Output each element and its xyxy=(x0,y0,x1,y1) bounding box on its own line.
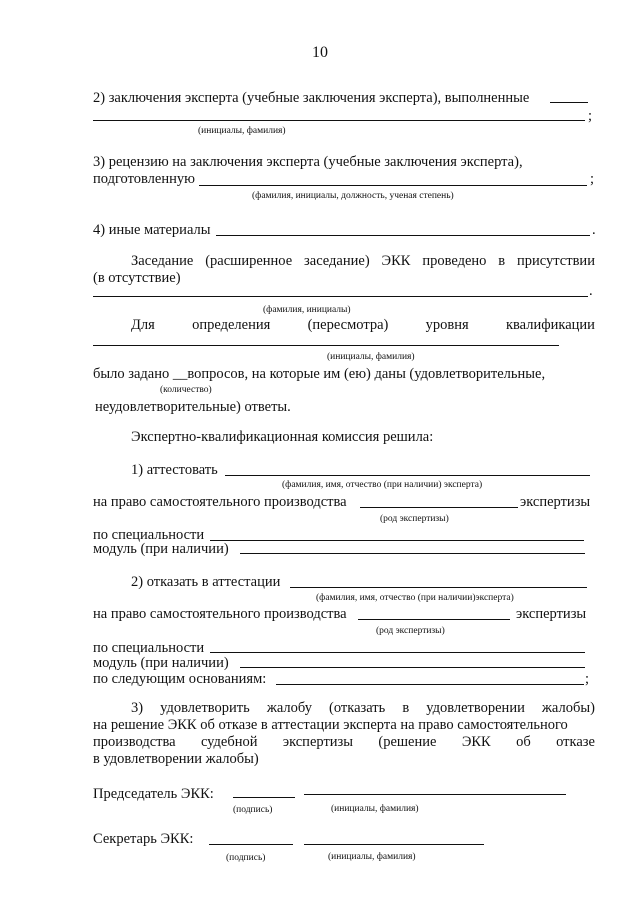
complaint-word: в xyxy=(402,700,410,716)
complaint-word: производства xyxy=(93,734,176,750)
complaint-word: удовлетворении xyxy=(426,700,525,716)
complaint-line2: на решение ЭКК об отказе в аттестации эксперта на право самостоятельного xyxy=(93,717,568,733)
meeting-word: ЭКК xyxy=(381,253,411,269)
refuse-expertise: экспертизы xyxy=(516,606,587,622)
complaint-word: (решение xyxy=(378,734,437,750)
meeting-word: присутствии xyxy=(517,253,595,269)
refuse-specialty-line[interactable] xyxy=(210,652,585,653)
complaint-word: (отказать xyxy=(329,700,386,716)
qualification-word: уровня xyxy=(425,317,469,333)
meeting-caption: (фамилия, инициалы) xyxy=(263,305,351,315)
secretary-sign-caption: (подпись) xyxy=(226,853,266,863)
attest-right-label: на право самостоятельного производства xyxy=(93,494,347,510)
meeting-word: Заседание xyxy=(131,253,194,269)
refuse-grounds-line[interactable] xyxy=(276,684,584,685)
secretary-label: Секретарь ЭКК: xyxy=(93,831,194,847)
meeting-word: (расширенное xyxy=(205,253,293,269)
attest-caption: (фамилия, имя, отчество (при наличии) эксперта) xyxy=(282,480,483,490)
qualification-word: квалификации xyxy=(505,317,595,333)
complaint-word: ЭКК xyxy=(461,734,491,750)
item2-semicolon: ; xyxy=(588,108,593,124)
meeting-word: заседание) xyxy=(304,253,370,269)
complaint-word: удовлетворить xyxy=(160,700,250,716)
item3-line2: подготовленную xyxy=(93,171,195,187)
attest-label: 1) аттестовать xyxy=(131,462,218,478)
refuse-label: 2) отказать в аттестации xyxy=(131,574,281,590)
complaint-word: об xyxy=(516,734,531,750)
complaint-line4: в удовлетворении жалобы) xyxy=(93,751,259,767)
item3-caption: (фамилия, инициалы, должность, ученая степень) xyxy=(252,191,454,201)
complaint-word: отказе xyxy=(556,734,595,750)
item4-text: 4) иные материалы xyxy=(93,222,211,238)
item2-text: 2) заключения эксперта (учебные заключения эксперта), выполненные xyxy=(93,90,530,106)
secretary-name-line[interactable] xyxy=(304,844,484,845)
page-number: 10 xyxy=(312,44,328,61)
questions-line1: было задано __вопросов, на которые им (ею) даны (удовлетворительные, xyxy=(93,366,546,382)
qualification-line xyxy=(131,317,595,334)
qualification-blank-line[interactable] xyxy=(93,345,559,346)
complaint-word: 3) xyxy=(131,700,144,716)
item3-line1: 3) рецензию на заключения эксперта (учебные заключения эксперта), xyxy=(93,154,523,170)
item2-caption: (инициалы, фамилия) xyxy=(198,126,286,136)
complaint-word: экспертизы xyxy=(282,734,354,750)
chair-sign-caption: (подпись) xyxy=(233,805,273,815)
secretary-name-caption: (инициалы, фамилия) xyxy=(328,852,416,862)
refuse-semicolon: ; xyxy=(585,671,590,687)
complaint-word: жалобу xyxy=(266,700,312,716)
meeting-blank-line[interactable] xyxy=(93,296,588,297)
chair-label: Председатель ЭКК: xyxy=(93,786,214,802)
meeting-line2: (в отсутствие) xyxy=(93,270,181,286)
complaint-word: судебной xyxy=(200,734,258,750)
questions-caption: (количество) xyxy=(160,385,212,395)
meeting-word: проведено xyxy=(422,253,487,269)
attest-expertise: экспертизы xyxy=(520,494,591,510)
refuse-grounds: по следующим основаниям: xyxy=(93,671,267,687)
attest-module-line[interactable] xyxy=(240,553,585,554)
refuse-module: модуль (при наличии) xyxy=(93,655,229,671)
qualification-word: Для xyxy=(131,317,155,333)
refuse-right-label: на право самостоятельного производства xyxy=(93,606,347,622)
chair-name-line[interactable] xyxy=(304,794,566,795)
chair-name-caption: (инициалы, фамилия) xyxy=(331,804,419,814)
refuse-expertise-line[interactable] xyxy=(358,619,510,620)
qualification-word: определения xyxy=(192,317,271,333)
secretary-sign-line[interactable] xyxy=(209,844,293,845)
decision-intro: Экспертно-квалификационная комиссия решила: xyxy=(131,429,434,445)
qualification-word: (пересмотра) xyxy=(307,317,389,333)
meeting-line1 xyxy=(131,253,595,270)
complaint-word: жалобы) xyxy=(541,700,595,716)
item3-semicolon: ; xyxy=(590,171,595,187)
attest-name-line[interactable] xyxy=(225,475,590,476)
meeting-period: . xyxy=(589,283,593,299)
item3-blank-line[interactable] xyxy=(199,185,587,186)
qualification-caption: (инициалы, фамилия) xyxy=(327,352,415,362)
refuse-caption2: (род экспертизы) xyxy=(376,626,445,636)
item4-period: . xyxy=(592,222,596,238)
questions-line2: неудовлетворительные) ответы. xyxy=(95,399,291,415)
complaint-line1 xyxy=(131,700,595,717)
meeting-word: в xyxy=(498,253,506,269)
attest-module: модуль (при наличии) xyxy=(93,541,229,557)
refuse-module-line[interactable] xyxy=(240,667,585,668)
attest-caption2: (род экспертизы) xyxy=(380,514,449,524)
refuse-specialty: по специальности xyxy=(93,640,205,656)
item2-blank-line[interactable] xyxy=(93,120,585,121)
attest-specialty: по специальности xyxy=(93,527,205,543)
attest-expertise-line[interactable] xyxy=(360,507,518,508)
refuse-caption: (фамилия, имя, отчество (при наличии)эксперта) xyxy=(316,593,514,603)
item4-blank-line[interactable] xyxy=(216,235,590,236)
refuse-name-line[interactable] xyxy=(290,587,587,588)
chair-sign-line[interactable] xyxy=(233,797,295,798)
attest-specialty-line[interactable] xyxy=(210,540,584,541)
complaint-line3 xyxy=(93,734,595,751)
item2-blank-short[interactable] xyxy=(550,102,588,103)
